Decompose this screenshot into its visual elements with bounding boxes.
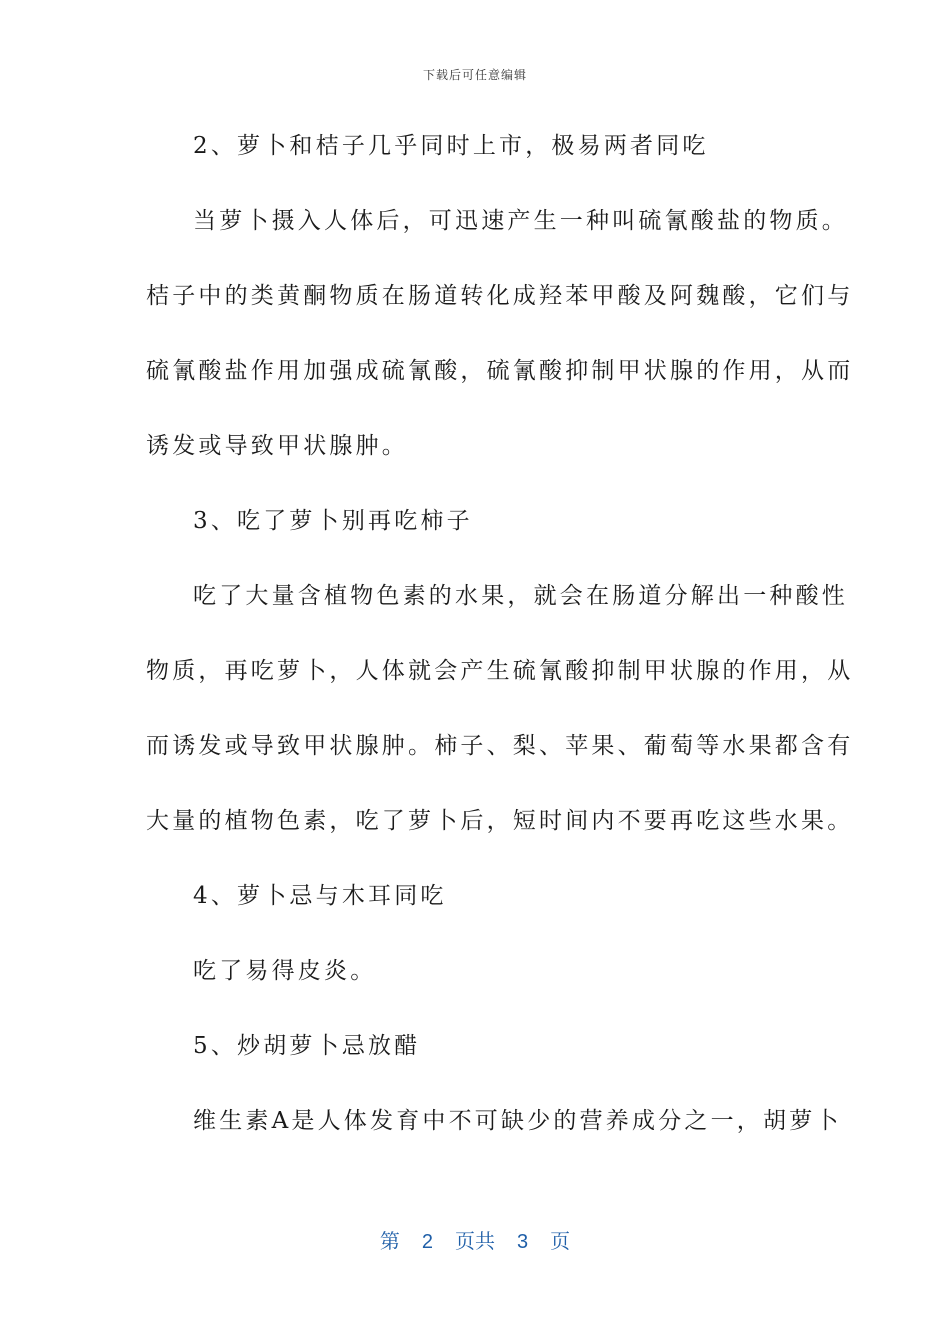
paragraph-line: 大量的植物色素，吃了萝卜后，短时间内不要再吃这些水果。 bbox=[146, 808, 854, 834]
paragraph-line: 吃了大量含植物色素的水果，就会在肠道分解出一种酸性 bbox=[193, 583, 848, 609]
paragraph-line: 维生素A是人体发育中不可缺少的营养成分之一，胡萝卜 bbox=[193, 1108, 842, 1134]
paragraph-line: 当萝卜摄入人体后，可迅速产生一种叫硫氰酸盐的物质。 bbox=[193, 208, 848, 234]
section-heading-4: 4、萝卜忌与木耳同吃 bbox=[193, 883, 447, 909]
page-label-prefix: 第 bbox=[379, 1231, 400, 1253]
paragraph-line: 桔子中的类黄酮物质在肠道转化成羟苯甲酸及阿魏酸，它们与 bbox=[146, 283, 854, 309]
section-heading-5: 5、炒胡萝卜忌放醋 bbox=[193, 1033, 421, 1059]
current-page-number: 2 bbox=[421, 1231, 433, 1253]
page-footer bbox=[0, 1225, 950, 1254]
paragraph-line: 物质，再吃萝卜，人体就会产生硫氰酸抑制甲状腺的作用，从 bbox=[146, 658, 854, 684]
paragraph-line: 而诱发或导致甲状腺肿。柿子、梨、苹果、葡萄等水果都含有 bbox=[146, 733, 854, 759]
page-label-suffix: 页 bbox=[550, 1231, 571, 1253]
page-header: 下载后可任意编辑 bbox=[422, 68, 527, 82]
paragraph-line: 吃了易得皮炎。 bbox=[193, 958, 377, 984]
section-heading-3: 3、吃了萝卜别再吃柿子 bbox=[193, 508, 473, 534]
paragraph-line: 诱发或导致甲状腺肿。 bbox=[146, 433, 408, 459]
section-heading-2: 2、萝卜和桔子几乎同时上市，极易两者同吃 bbox=[193, 133, 709, 159]
total-pages-number: 3 bbox=[517, 1231, 529, 1253]
page-label-mid: 页共 bbox=[455, 1231, 495, 1253]
paragraph-line: 硫氰酸盐作用加强成硫氰酸，硫氰酸抑制甲状腺的作用，从而 bbox=[146, 358, 854, 384]
